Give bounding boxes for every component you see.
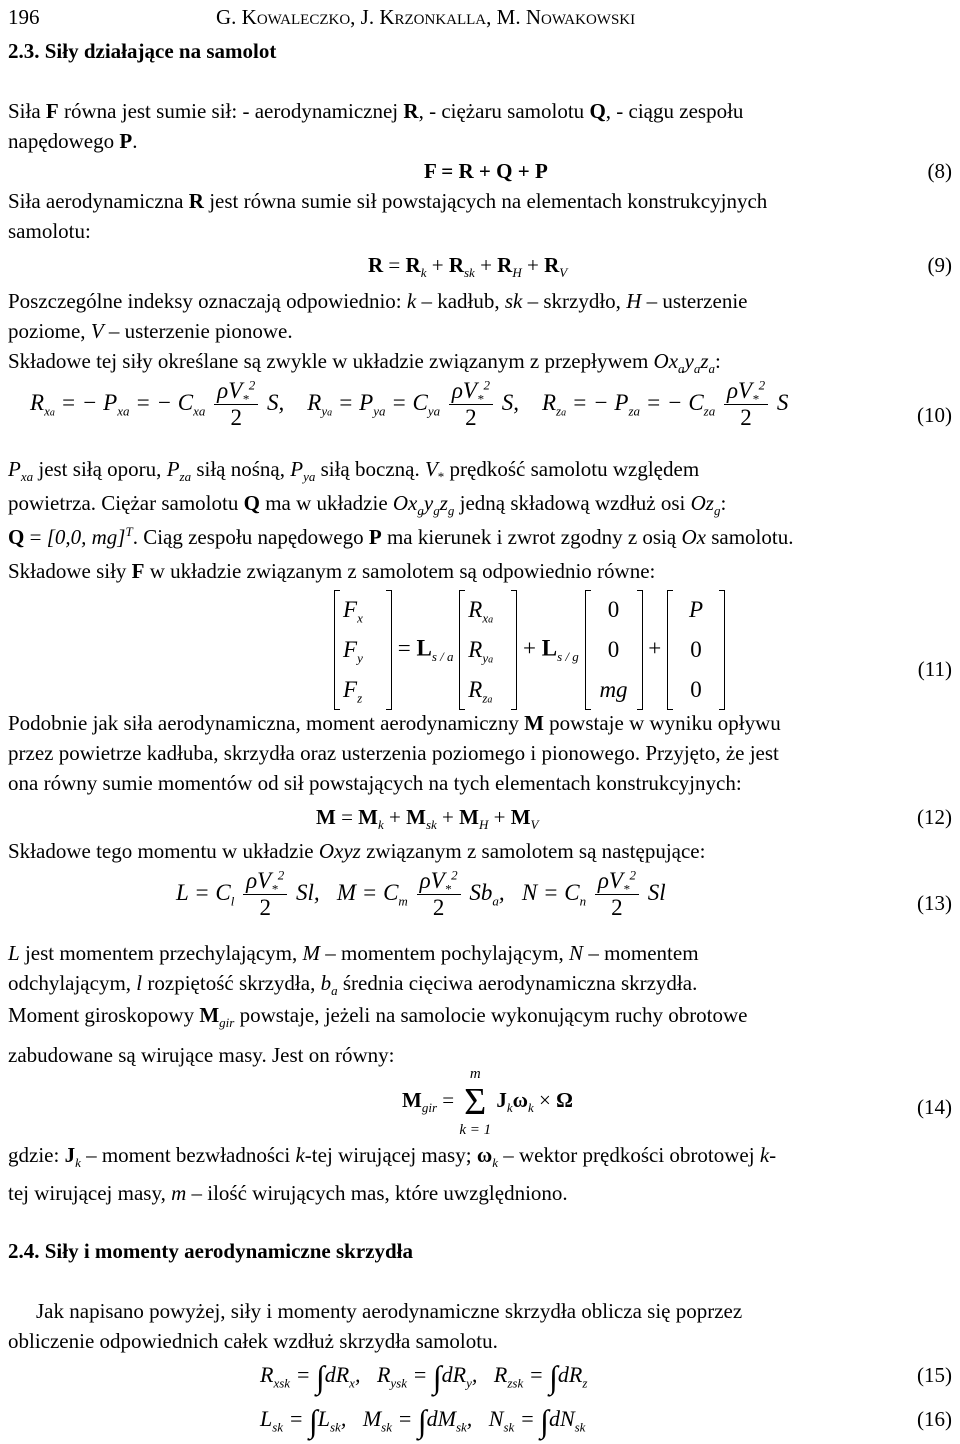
section-heading-2-3: 2.3. Siły działające na samolot <box>8 39 277 63</box>
paragraph-indices-line2: poziome, V – usterzenie pionowe. <box>8 319 293 343</box>
paragraph-wing-line2: obliczenie odpowiednich całek wzdłuż skrzydła samolotu. <box>8 1329 498 1353</box>
paragraph-gyro-line2: zabudowane są wirujące masy. Jest on równy: <box>8 1043 395 1067</box>
paragraph-moment-names-line1: L jest momentem przechylającym, M – momentem pochylającym, N – momentem <box>8 941 699 965</box>
equation-number-11: (11) <box>917 657 952 681</box>
paragraph-forces-line1: Siła F równa jest sumie sił: - aerodynamicznej R, - ciężaru samolotu Q, - ciągu zespołu <box>8 99 744 123</box>
paragraph-moment-line2: przez powietrze kadłuba, skrzydła oraz usterzenia poziomego i pionowego. Przyjęto, że jest <box>8 741 779 765</box>
paragraph-force-names-line3: Q = [0,0, mg]$^T$. Ciąg zespołu napędowego P ma kierunek i zwrot zgodny z osią Ox samolotu. <box>8 524 794 549</box>
equation-12: $M = M_k + M_{sk} + M_H + M_V$ <box>316 805 539 833</box>
equation-number-12: (12) <box>917 805 952 829</box>
equation-number-9: (9) <box>927 253 952 277</box>
paragraph-indices-line1: Poszczególne indeksy oznaczają odpowiednio: k – kadłub, sk – skrzydło, H – usterzenie <box>8 289 748 313</box>
paragraph-body-components: Składowe siły F w układzie związanym z samolotem są odpowiednio równe: <box>8 559 656 583</box>
equation-number-8: (8) <box>927 159 952 183</box>
equation-number-14: (14) <box>917 1095 952 1119</box>
equation-number-10: (10) <box>917 403 952 427</box>
equation-8: F = R + Q + P <box>424 159 548 183</box>
paragraph-gyro-symbols-line2: tej wirującej masy, m – ilość wirujących mas, które uwzględniono. <box>8 1181 568 1205</box>
paragraph-forces-line2: napędowego P. <box>8 129 138 153</box>
paragraph-force-names-line2: powietrza. Ciężar samolotu Q ma w układzie $Ox_gy_gz_g$ jedną składową wzdłuż osi $Oz_g$: <box>8 491 727 519</box>
paragraph-force-names-line1: $P_{xa}$ jest siłą oporu, $P_{za}$ siłą nośną, $P_{ya}$ siłą boczną. $V_*$ prędkość samolotu względem <box>8 457 700 485</box>
paragraph-gyro-line1: Moment giroskopowy $M_{gir}$ powstaje, jeżeli na samolocie wykonującym ruchy obrotowe <box>8 1003 748 1031</box>
paragraph-gyro-symbols-line1: gdzie: $J_k$ – moment bezwładności k-tej wirującej masy; $\omega_k$ – wektor prędkości obrotowej k- <box>8 1143 777 1171</box>
equation-14: $M_{gir}$ = m Σ k = 1 $J_k\omega_k \times \Omega$ <box>402 1066 573 1138</box>
equation-9: $R = R_k + R_{sk} + R_H + R_V$ <box>368 253 568 281</box>
paragraph-moment-line1: Podobnie jak siła aerodynamiczna, moment aerodynamiczny M powstaje w wyniku opływu <box>8 711 781 735</box>
equation-number-13: (13) <box>917 891 952 915</box>
running-header-authors: G. Kowaleczko, J. Krzonkalla, M. Nowakowski <box>216 5 636 29</box>
equation-15: $R_{xsk} = \int dR_x$, $R_{ysk} = \int dR_y$, $R_{zsk} = \int dR_z$ <box>260 1358 588 1395</box>
paragraph-flow-components: Składowe tej siły określane są zwykle w układzie związanym z przepływem $Ox_ay_az_a$: <box>8 349 721 377</box>
paragraph-moment-components: Składowe tego momentu w układzie Oxyz związanym z samolotem są następujące: <box>8 839 706 863</box>
equation-10: $R_{xa}$ = − $P_{xa}$ = − $C_{xa}$ $\frac{\rho V_*^2}{2}$ S, $R_{ya} = P_{ya} = C_{ya}$ $\frac{\rho V_*^2}{2}$ S, $R_{za}$ = − $P_{za}$ = − $C_{za}$ $\frac{\rho V_*^2}{2}$ S <box>30 377 789 431</box>
paragraph-aero-line2: samolotu: <box>8 219 91 243</box>
paragraph-moment-names-line2: odchylającym, l rozpiętość skrzydła, $b_a$ średnia cięciwa aerodynamiczna skrzydła. <box>8 971 698 999</box>
equation-16: $L_{sk} = \int L_{sk}$, $M_{sk} = \int dM_{sk}$, $N_{sk} = \int dN_{sk}$ <box>260 1402 586 1439</box>
equation-11: $F_x$ $F_y$ $F_z$ = $L_{s / a}$ $R_{xa}$ $R_{ya}$ $R_{za}$ + $L_{s / g}$ 0 0 mg + P 0 0 <box>334 590 725 710</box>
equation-13: $L = C_l$ $\frac{\rho V_*^2}{2}$ Sl, $M = C_m$ $\frac{\rho V_*^2}{2}$ $Sb_a$, $N = C_n$ $\frac{\rho V_*^2}{2}$ Sl <box>176 867 666 921</box>
paragraph-wing-line1: Jak napisano powyżej, siły i momenty aerodynamiczne skrzydła oblicza się poprzez <box>36 1299 743 1323</box>
paragraph-aero-line1: Siła aerodynamiczna R jest równa sumie sił powstających na elementach konstrukcyjnych <box>8 189 768 213</box>
equation-number-15: (15) <box>917 1363 952 1387</box>
equation-number-16: (16) <box>917 1407 952 1431</box>
page-number: 196 <box>8 5 40 29</box>
section-heading-2-4: 2.4. Siły i momenty aerodynamiczne skrzydła <box>8 1239 414 1263</box>
paragraph-moment-line3: ona równy sumie momentów od sił powstających na tych elementach konstrukcyjnych: <box>8 771 742 795</box>
